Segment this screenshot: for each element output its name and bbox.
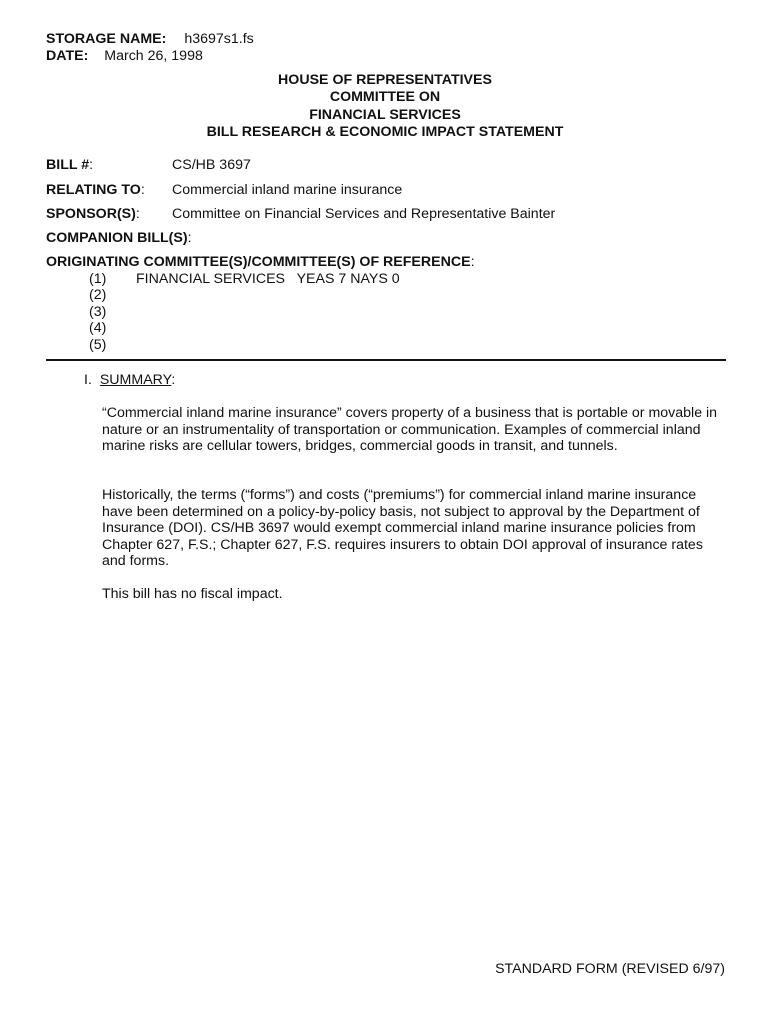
- bill-number-label: BILL #: [46, 157, 90, 173]
- summary-heading: SUMMARY: [99, 372, 172, 388]
- sponsor-label: SPONSOR(S): [46, 206, 136, 222]
- relating-to-row: RELATING TO:: [46, 182, 145, 198]
- companion-bills-label: COMPANION BILL(S): [46, 230, 188, 246]
- bill-number-value: CS/HB 3697: [172, 157, 251, 173]
- companion-bills-row: COMPANION BILL(S):: [46, 230, 192, 246]
- title-financial-services: FINANCIAL SERVICES: [309, 107, 461, 123]
- title-house: HOUSE OF REPRESENTATIVES: [278, 72, 492, 88]
- title-bill-research: BILL RESEARCH & ECONOMIC IMPACT STATEMENT: [206, 124, 564, 140]
- committee-num-2: (2): [89, 287, 107, 303]
- storage-name-value: h3697s1.fs: [184, 31, 254, 47]
- date-label: DATE: [46, 48, 84, 64]
- standard-form-label: STANDARD FORM (REVISED 6/97): [495, 961, 725, 977]
- committee-num-1: (1): [89, 271, 107, 287]
- title-committee-on: COMMITTEE ON: [329, 89, 441, 105]
- committee-num-4: (4): [89, 320, 107, 336]
- storage-name-line: STORAGE NAME: h3697s1.fs: [46, 31, 254, 47]
- committee-num-5: (5): [89, 337, 107, 353]
- summary-paragraph-3: This bill has no fiscal impact.: [102, 586, 283, 602]
- committee-num-3: (3): [89, 304, 107, 320]
- sponsor-value: Committee on Financial Services and Representative Bainter: [172, 206, 556, 222]
- originating-committees-label: ORIGINATING COMMITTEE(S)/COMMITTEE(S) OF REFERENCE: [46, 254, 471, 270]
- sponsor-row: SPONSOR(S):: [46, 206, 140, 222]
- date-value: March 26, 1998: [104, 48, 203, 64]
- section-divider: [46, 359, 726, 361]
- date-line: DATE: March 26, 1998: [46, 48, 203, 64]
- summary-numeral: I.: [84, 372, 92, 388]
- committee-text-1: FINANCIAL SERVICES YEAS 7 NAYS 0: [136, 271, 400, 287]
- originating-committees-row: ORIGINATING COMMITTEE(S)/COMMITTEE(S) OF REFERENCE:: [46, 254, 475, 270]
- relating-to-label: RELATING TO: [46, 182, 141, 198]
- summary-heading-line: I. SUMMARY:: [84, 372, 176, 388]
- storage-name-label: STORAGE NAME: [46, 31, 162, 47]
- relating-to-value: Commercial inland marine insurance: [172, 182, 403, 198]
- summary-paragraph-1: “Commercial inland marine insurance” covers property of a business that is portable or movable in nature or an instrumentality of transportation or communication. Examples of commercial inland marine risks are cellular towers, bridges, commercial goods in transit, and tunnels.: [102, 405, 718, 454]
- summary-paragraph-2: Historically, the terms (“forms”) and costs (“premiums”) for commercial inland marine insurance have been determined on a policy-by-policy basis, not subject to approval by the Department of Insurance (DOI). CS/HB 3697 would exempt commercial inland marine insurance policies from Chapter 627, F.S.; Chapter 627, F.S. requires insurers to obtain DOI approval of insurance rates and forms.: [102, 487, 703, 569]
- bill-number-row: BILL #:: [46, 157, 94, 173]
